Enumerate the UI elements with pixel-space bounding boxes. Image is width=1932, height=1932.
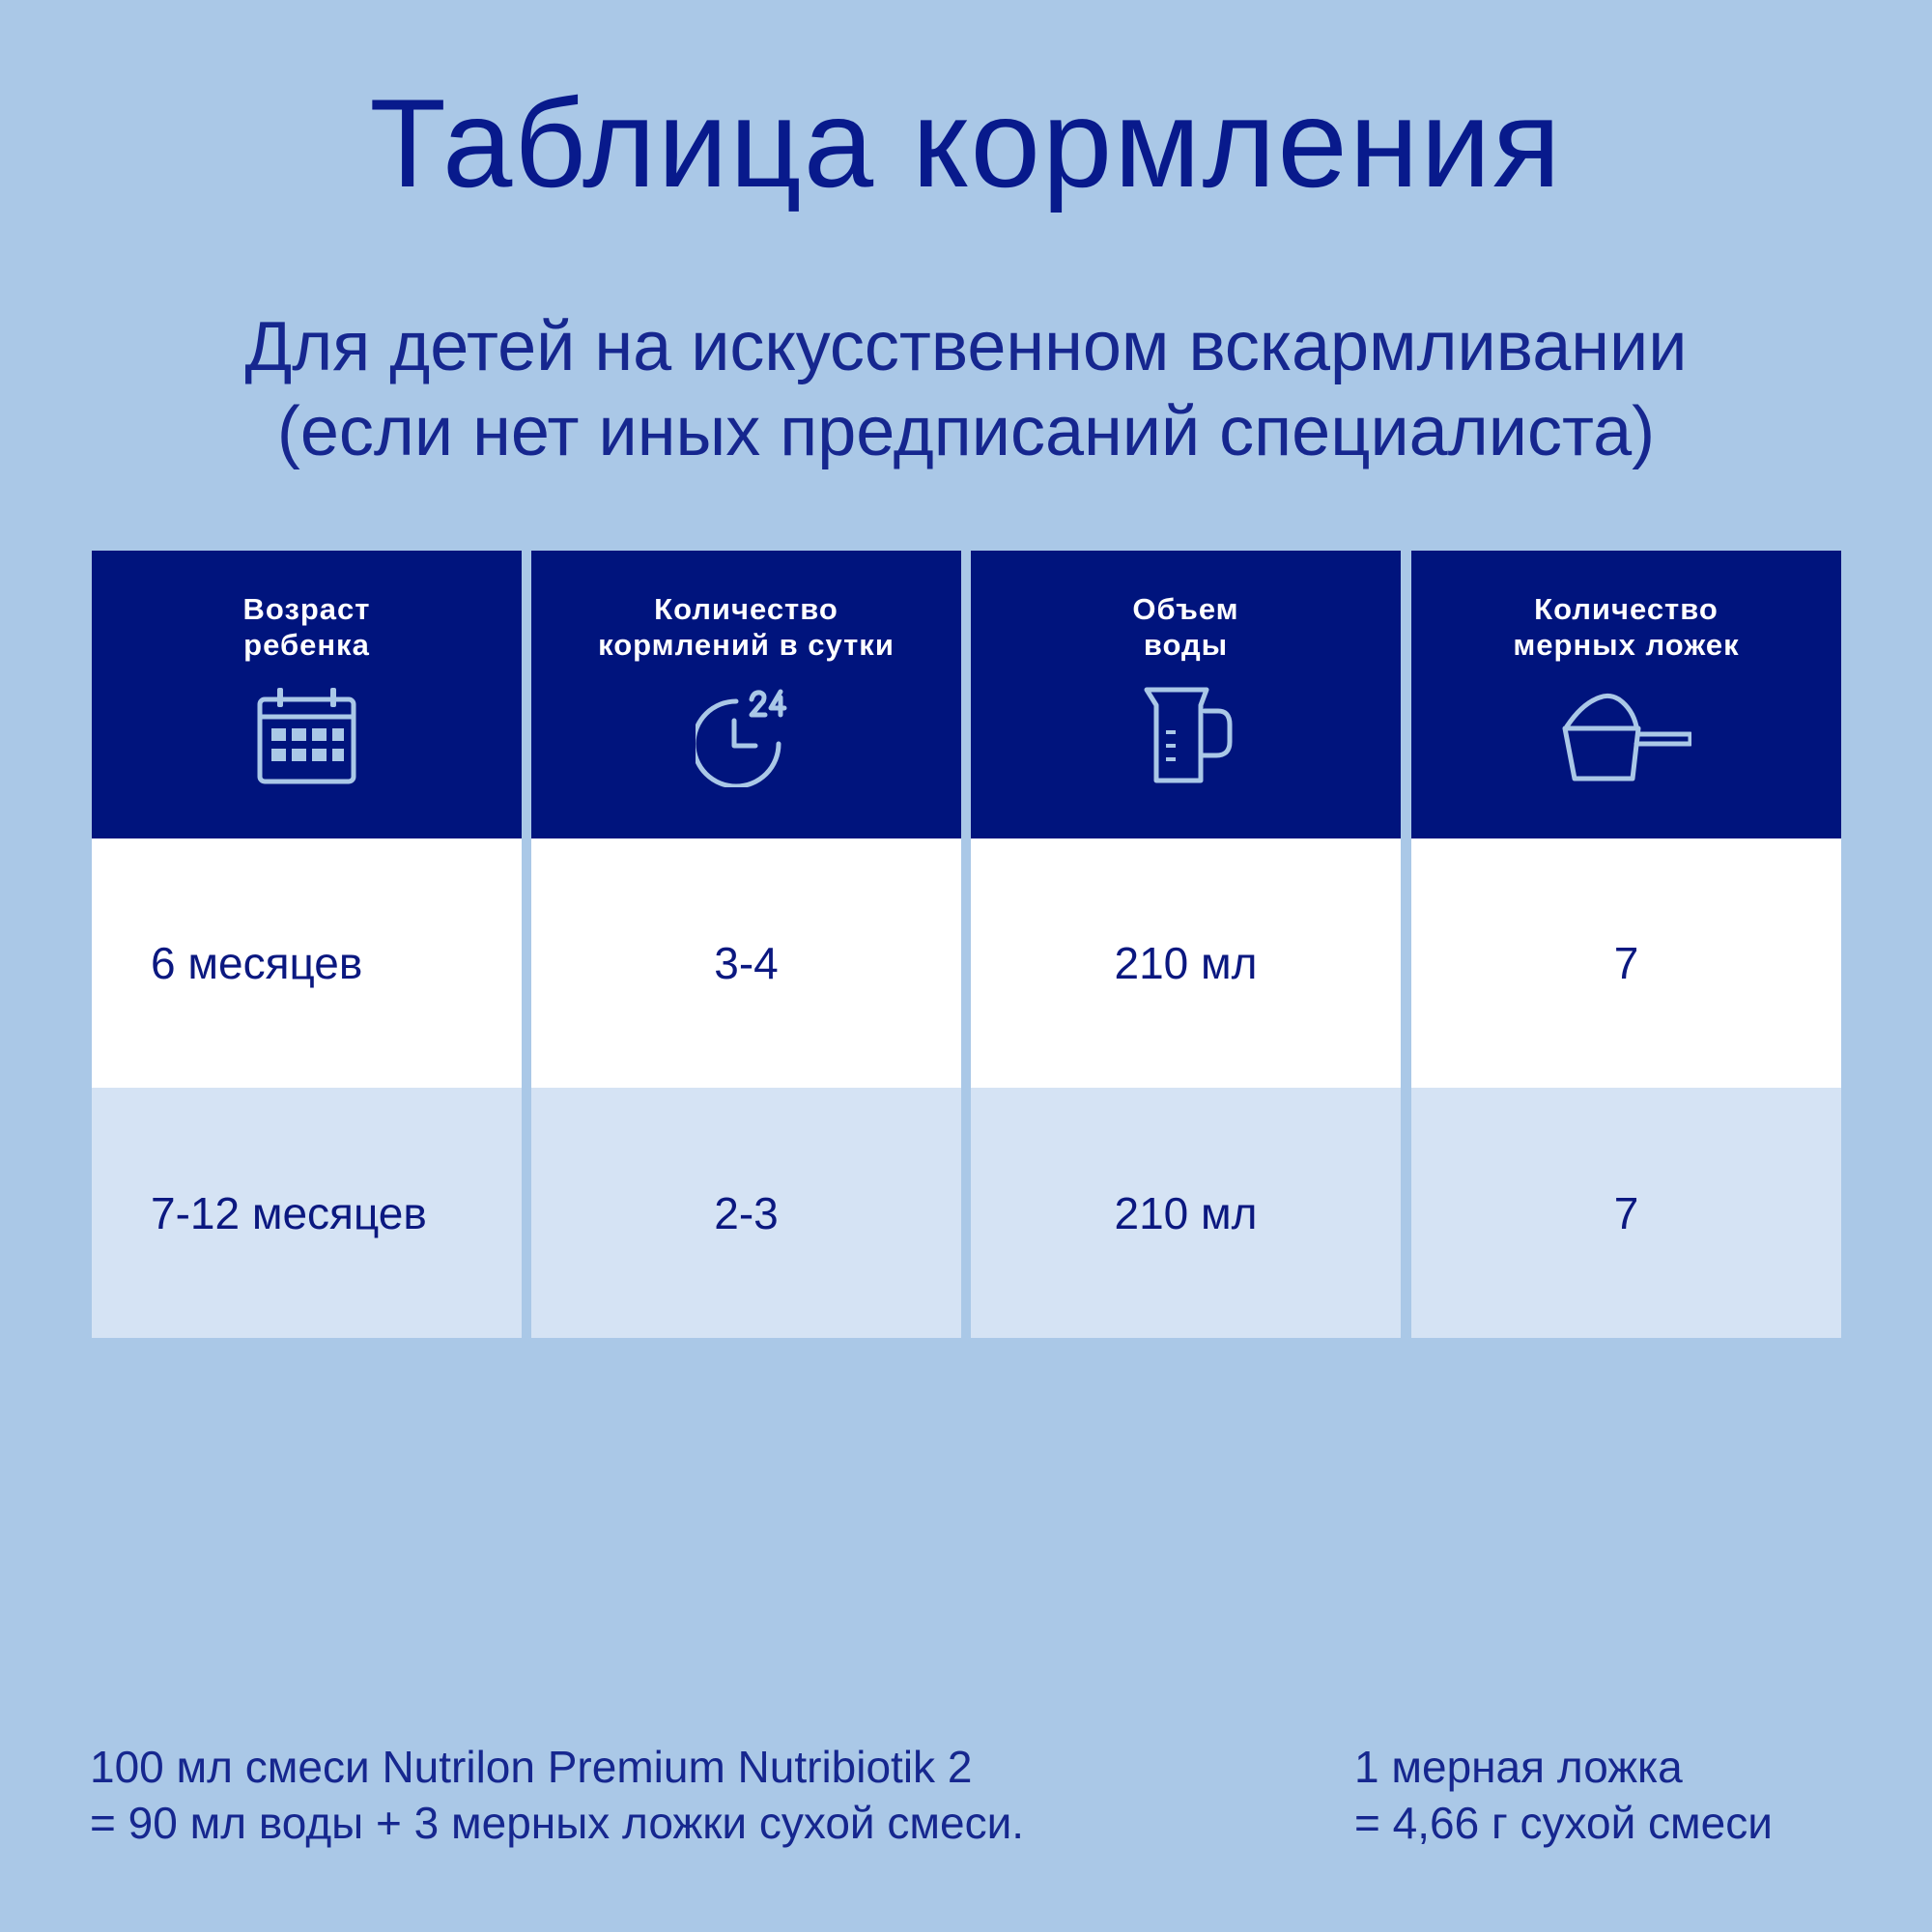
header-label [531, 591, 961, 663]
footer-note-mix [90, 1739, 1024, 1851]
calendar-icon [256, 686, 357, 787]
header-label-line: мерных ложек [1513, 628, 1740, 662]
clock-24-icon [696, 686, 797, 787]
table-cell [92, 838, 522, 1088]
header-cell-water [971, 551, 1401, 838]
footer-left-line-1: 100 мл смеси Nutrilon Premium Nutribiotik 2 [90, 1742, 973, 1792]
header-label-line: Количество [654, 592, 838, 626]
table-cell [92, 1088, 522, 1338]
subtitle-line-1: Для детей на искусственном вскармливании [244, 308, 1688, 385]
cell-feedings-row1: 3-4 [714, 938, 779, 988]
subtitle-line-2: (если нет иных предписаний специалиста) [276, 393, 1656, 470]
header-label-line: воды [1143, 628, 1229, 662]
header-label [1411, 591, 1841, 663]
table-cell [971, 1088, 1401, 1338]
header-label-line: ребенка [243, 628, 370, 662]
header-label [92, 591, 522, 663]
column-feedings [531, 551, 961, 1338]
footer-right-line-2: = 4,66 г сухой смеси [1354, 1798, 1773, 1848]
column-scoops [1411, 551, 1841, 1338]
page-title: Таблица кормления [369, 72, 1563, 213]
measuring-jug-icon [1135, 686, 1236, 787]
header-label-line: Возраст [242, 592, 371, 626]
table-cell [1411, 1088, 1841, 1338]
table-cell [531, 1088, 961, 1338]
table-cell [531, 838, 961, 1088]
cell-scoops-row2: 7 [1613, 1187, 1639, 1238]
header-cell-age [92, 551, 522, 838]
cell-scoops-row1: 7 [1613, 938, 1639, 988]
column-age [92, 551, 522, 1338]
header-label-line: кормлений в сутки [598, 628, 895, 662]
table-cell [1411, 838, 1841, 1088]
column-water [971, 551, 1401, 1338]
footer-right-line-1: 1 мерная ложка [1354, 1742, 1683, 1792]
header-label-line: Количество [1534, 592, 1719, 626]
header-cell-scoops [1411, 551, 1841, 838]
page-subtitle [0, 304, 1932, 474]
feeding-table [92, 551, 1841, 1338]
header-label [971, 591, 1401, 663]
cell-water-row1: 210 мл [1114, 938, 1258, 988]
cell-age-7-12: 7-12 месяцев [151, 1187, 427, 1238]
header-label-line: Объем [1132, 592, 1239, 626]
cell-water-row2: 210 мл [1114, 1187, 1258, 1238]
footer-left-line-2: = 90 мл воды + 3 мерных ложки сухой смеси. [90, 1798, 1025, 1848]
cell-age-6: 6 месяцев [151, 938, 363, 988]
footer-note-scoop [1354, 1739, 1773, 1851]
table-cell [971, 838, 1401, 1088]
cell-feedings-row2: 2-3 [714, 1187, 779, 1238]
measuring-scoop-icon [1551, 686, 1691, 787]
header-cell-feedings [531, 551, 961, 838]
